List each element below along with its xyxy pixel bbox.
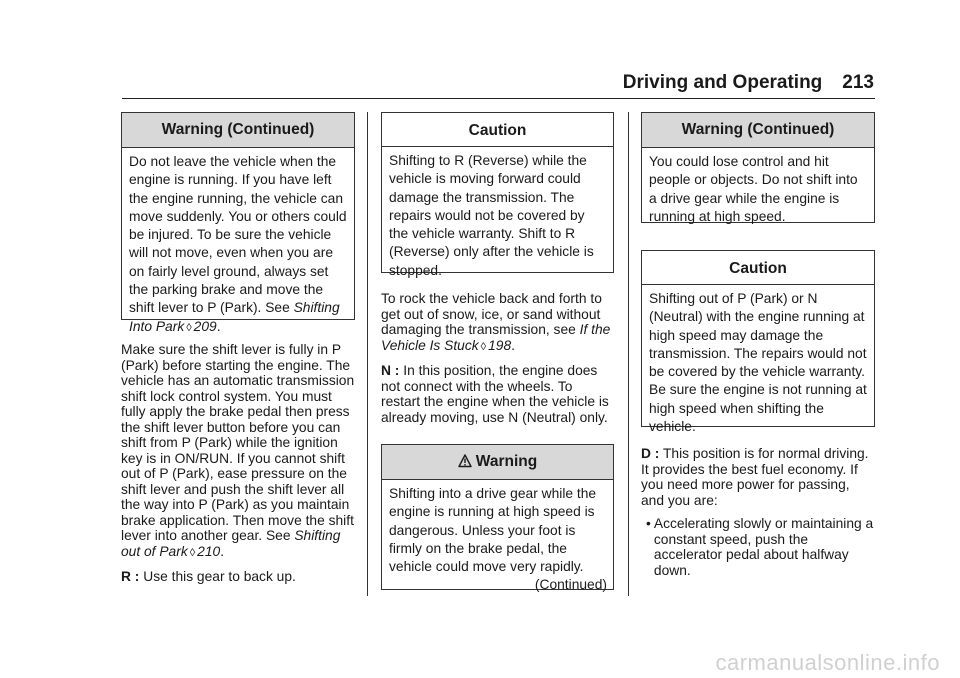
park-text: Make sure the shift lever is fully in P (Park) before starting the engine. The vehicle has an automatic transmission shift lock control system. You must fully apply the brake pedal then press the shift lever button before you can shift from P (Park) while the ignition key is in ON/RUN. If you cannot shift out of P (Park), ease pressure on the shift lever and push the shift lever all the way into P (Park) as you maintain brake application. Then move the shift lever into another gear. See [121, 342, 355, 543]
xref-shifting-into-park[interactable]: Shifting Into Park [129, 300, 340, 334]
drive-label: D : [641, 446, 660, 461]
caution-body-2: Shifting out of P (Park) or N (Neutral) with the engine running at high speed may damage the transmission. The repairs would not be covered by the vehicle warranty. Be sure the engine is not running at high speed when shifting the vehicle. [649, 291, 867, 435]
warning-continued-title-2: Warning (Continued) [642, 113, 874, 148]
warning-body [382, 480, 613, 601]
xref-page-210[interactable]: 210 [197, 543, 221, 559]
list-item [641, 516, 875, 578]
page-header [122, 70, 874, 96]
rock-paragraph: To rock the vehicle back and forth to get out of snow, ice, or sand without damaging the transmission, see If the Vehicle Is Stuck ◊ 198. [381, 291, 611, 353]
neutral-paragraph [381, 363, 614, 425]
page-ref-arrow-icon: ◊ [480, 340, 487, 353]
xref-shifting-out-of-park[interactable]: Shifting out of Park [121, 528, 341, 559]
warning-title [382, 445, 613, 480]
column-divider-left [367, 112, 368, 596]
caution-box [381, 112, 614, 278]
warning-continued-box [121, 112, 355, 334]
warning-continued-body-2: You could lose control and hit people or objects. Do not shift into a drive gear while the engine is running at high speed. [649, 154, 858, 224]
park-paragraph: Make sure the shift lever is fully in P (Park) before starting the engine. The vehicle has an automatic transmission shift lock control system. You must fully apply the brake pedal then press the shift lever button before you can shift from P (Park) while the ignition key is in ON/RUN. If you cannot shift out of P (Park), ease pressure on the shift lever and push the shift lever all the way into P (Park) as you maintain brake application. Then move the shift lever into another gear. See Shifting out of Park ◊ 210. [121, 342, 355, 559]
caution-box-2 [641, 250, 875, 435]
warning-title-text: Warning [475, 453, 538, 470]
bullet-text: Accelerating slowly or maintaining a constant speed, push the accelerator pedal about halfway down. [653, 516, 874, 578]
xref-if-vehicle-stuck[interactable]: If the Vehicle Is Stuck [381, 322, 611, 353]
warning-continued-title: Warning (Continued) [122, 113, 354, 148]
rock-text: To rock the vehicle back and forth to get out of snow, ice, or sand without damaging the transmission, see [381, 291, 602, 337]
xref-page-198[interactable]: 198 [488, 337, 512, 353]
reverse-label: R : [121, 569, 140, 584]
reverse-text: Use this gear to back up. [143, 569, 296, 584]
bullet-icon: • [646, 516, 651, 531]
continued-label: (Continued) [534, 577, 607, 593]
column-3 [641, 112, 875, 578]
warning-continued-box-2 [641, 112, 875, 223]
neutral-label: N : [381, 363, 400, 378]
drive-text: This position is for normal driving. It provides the best fuel economy. If you need more power for passing, and you are: [641, 446, 869, 508]
warning-text: Do not leave the vehicle when the engine is running. If you have left the engine running, the vehicle can move suddenly. You or others could be injured. To be sure the vehicle will not move, even when you are on fairly level ground, always set the parking brake and move the shift lever to P (Park). See [129, 154, 347, 316]
page-number: 213 [842, 72, 874, 93]
page-ref-arrow-icon: ◊ [186, 321, 192, 334]
caution-body: Shifting to R (Reverse) while the vehicle is moving forward could damage the transmission. The repairs would not be covered by the vehicle warranty. Shift to R (Reverse) only after the vehicle is stopped. [389, 153, 594, 278]
warning-triangle-icon [458, 454, 472, 468]
header-divider [122, 98, 875, 99]
section-title: Driving and Operating [622, 72, 823, 93]
column-1 [121, 112, 355, 585]
warning-text: Shifting into a drive gear while the engine is running at high speed is dangerous. Unless your foot is firmly on the brake pedal, the vehicle could move very rapidly. [389, 486, 597, 575]
column-divider-right [628, 112, 629, 596]
caution-title: Caution [382, 113, 613, 147]
column-2 [381, 112, 614, 593]
drive-paragraph [641, 446, 875, 508]
warning-box [381, 444, 614, 593]
reverse-paragraph [121, 569, 355, 585]
neutral-text: In this position, the engine does not connect with the wheels. To restart the engine when the vehicle is already moving, use N (Neutral) only. [381, 363, 609, 425]
xref-page-209[interactable]: 209 [193, 318, 217, 334]
caution-title-2: Caution [642, 251, 874, 285]
watermark: carmanualsonline.info [715, 650, 940, 675]
page-ref-arrow-icon: ◊ [189, 546, 196, 559]
warning-continued-body: Do not leave the vehicle when the engine is running. If you have left the engine running, the vehicle can move suddenly. You or others could be injured. To be sure the vehicle will not move, even when you are on fairly level ground, always set the parking brake and move the shift lever to P (Park). See Shifting Into Park ◊ 209. [129, 154, 347, 334]
